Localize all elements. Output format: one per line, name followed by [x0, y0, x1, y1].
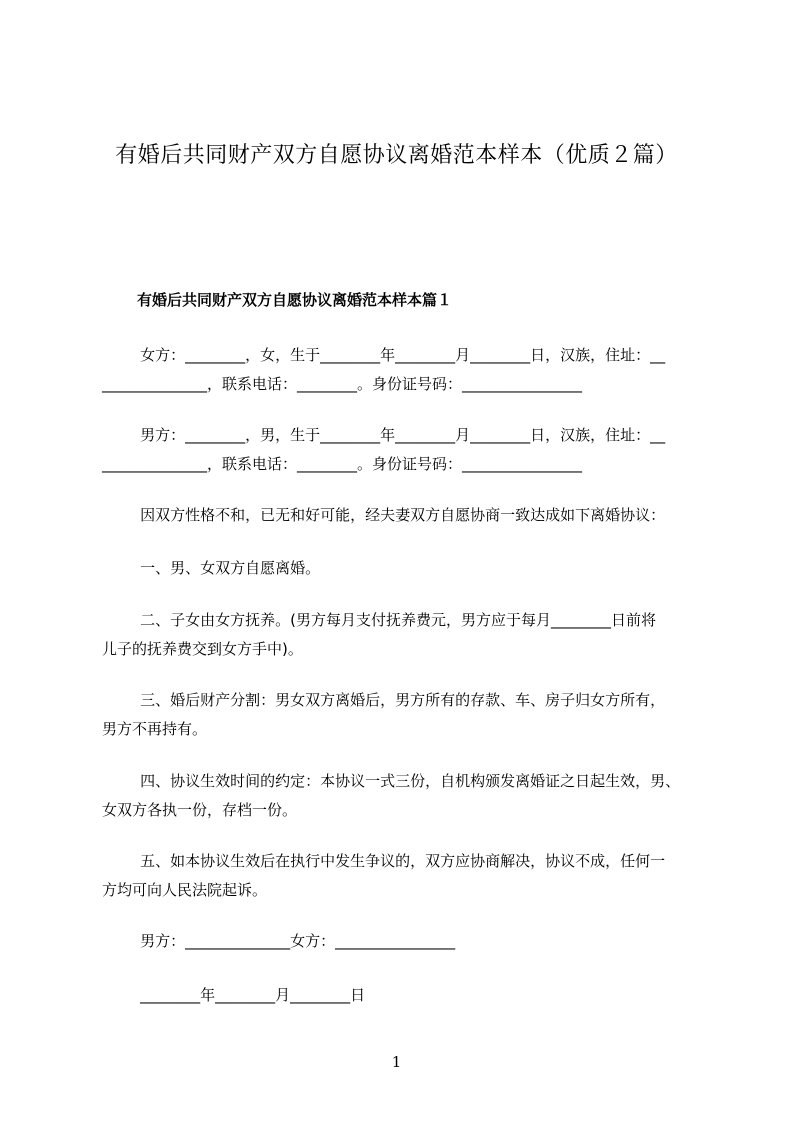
- section-title: 有婚后共同财产双方自愿协议离婚范本样本篇１: [137, 291, 453, 309]
- paragraph-reason: 因双方性格不和，已无和好可能，经夫妻双方自愿协商一致达成如下离婚协议：: [102, 506, 666, 524]
- paragraph-clause-5: 五、如本协议生效后在执行中发生争议的，双方应协商解决，协议不成，任何一 方均可向人民法院起诉。: [102, 852, 666, 899]
- paragraph-clause-3: 三、婚后财产分割：男女双方离婚后，男方所有的存款、车、房子归女方所有， 男方不再持有。: [102, 691, 666, 738]
- signature-line: 男方：______________女方：________________: [102, 932, 456, 950]
- paragraph-male-party: 男方：________，男，生于________年________月________日，汉族，住址：__ ______________，联系电话：________。身份证号码：________________: [102, 426, 666, 473]
- document-title: 有婚后共同财产双方自愿协议离婚范本样本（优质２篇）: [115, 143, 678, 168]
- paragraph-clause-4: 四、协议生效时间的约定：本协议一式三份，自机构颁发离婚证之日起生效，男、 女双方各执一份，存档一份。: [102, 772, 681, 819]
- page-number: 1: [391, 1053, 402, 1071]
- paragraph-clause-1: 一、男、女双方自愿离婚。: [102, 559, 321, 577]
- paragraph-clause-2: 二、子女由女方抚养。(男方每月支付抚养费元，男方应于每月________日前将 儿子的抚养费交到女方手中)。: [102, 611, 657, 658]
- date-line: ________年________月________日: [102, 986, 366, 1004]
- paragraph-female-party: 女方：________，女，生于________年________月________日，汉族，住址：__ ______________，联系电话：________。身份证号码：________________: [102, 346, 666, 393]
